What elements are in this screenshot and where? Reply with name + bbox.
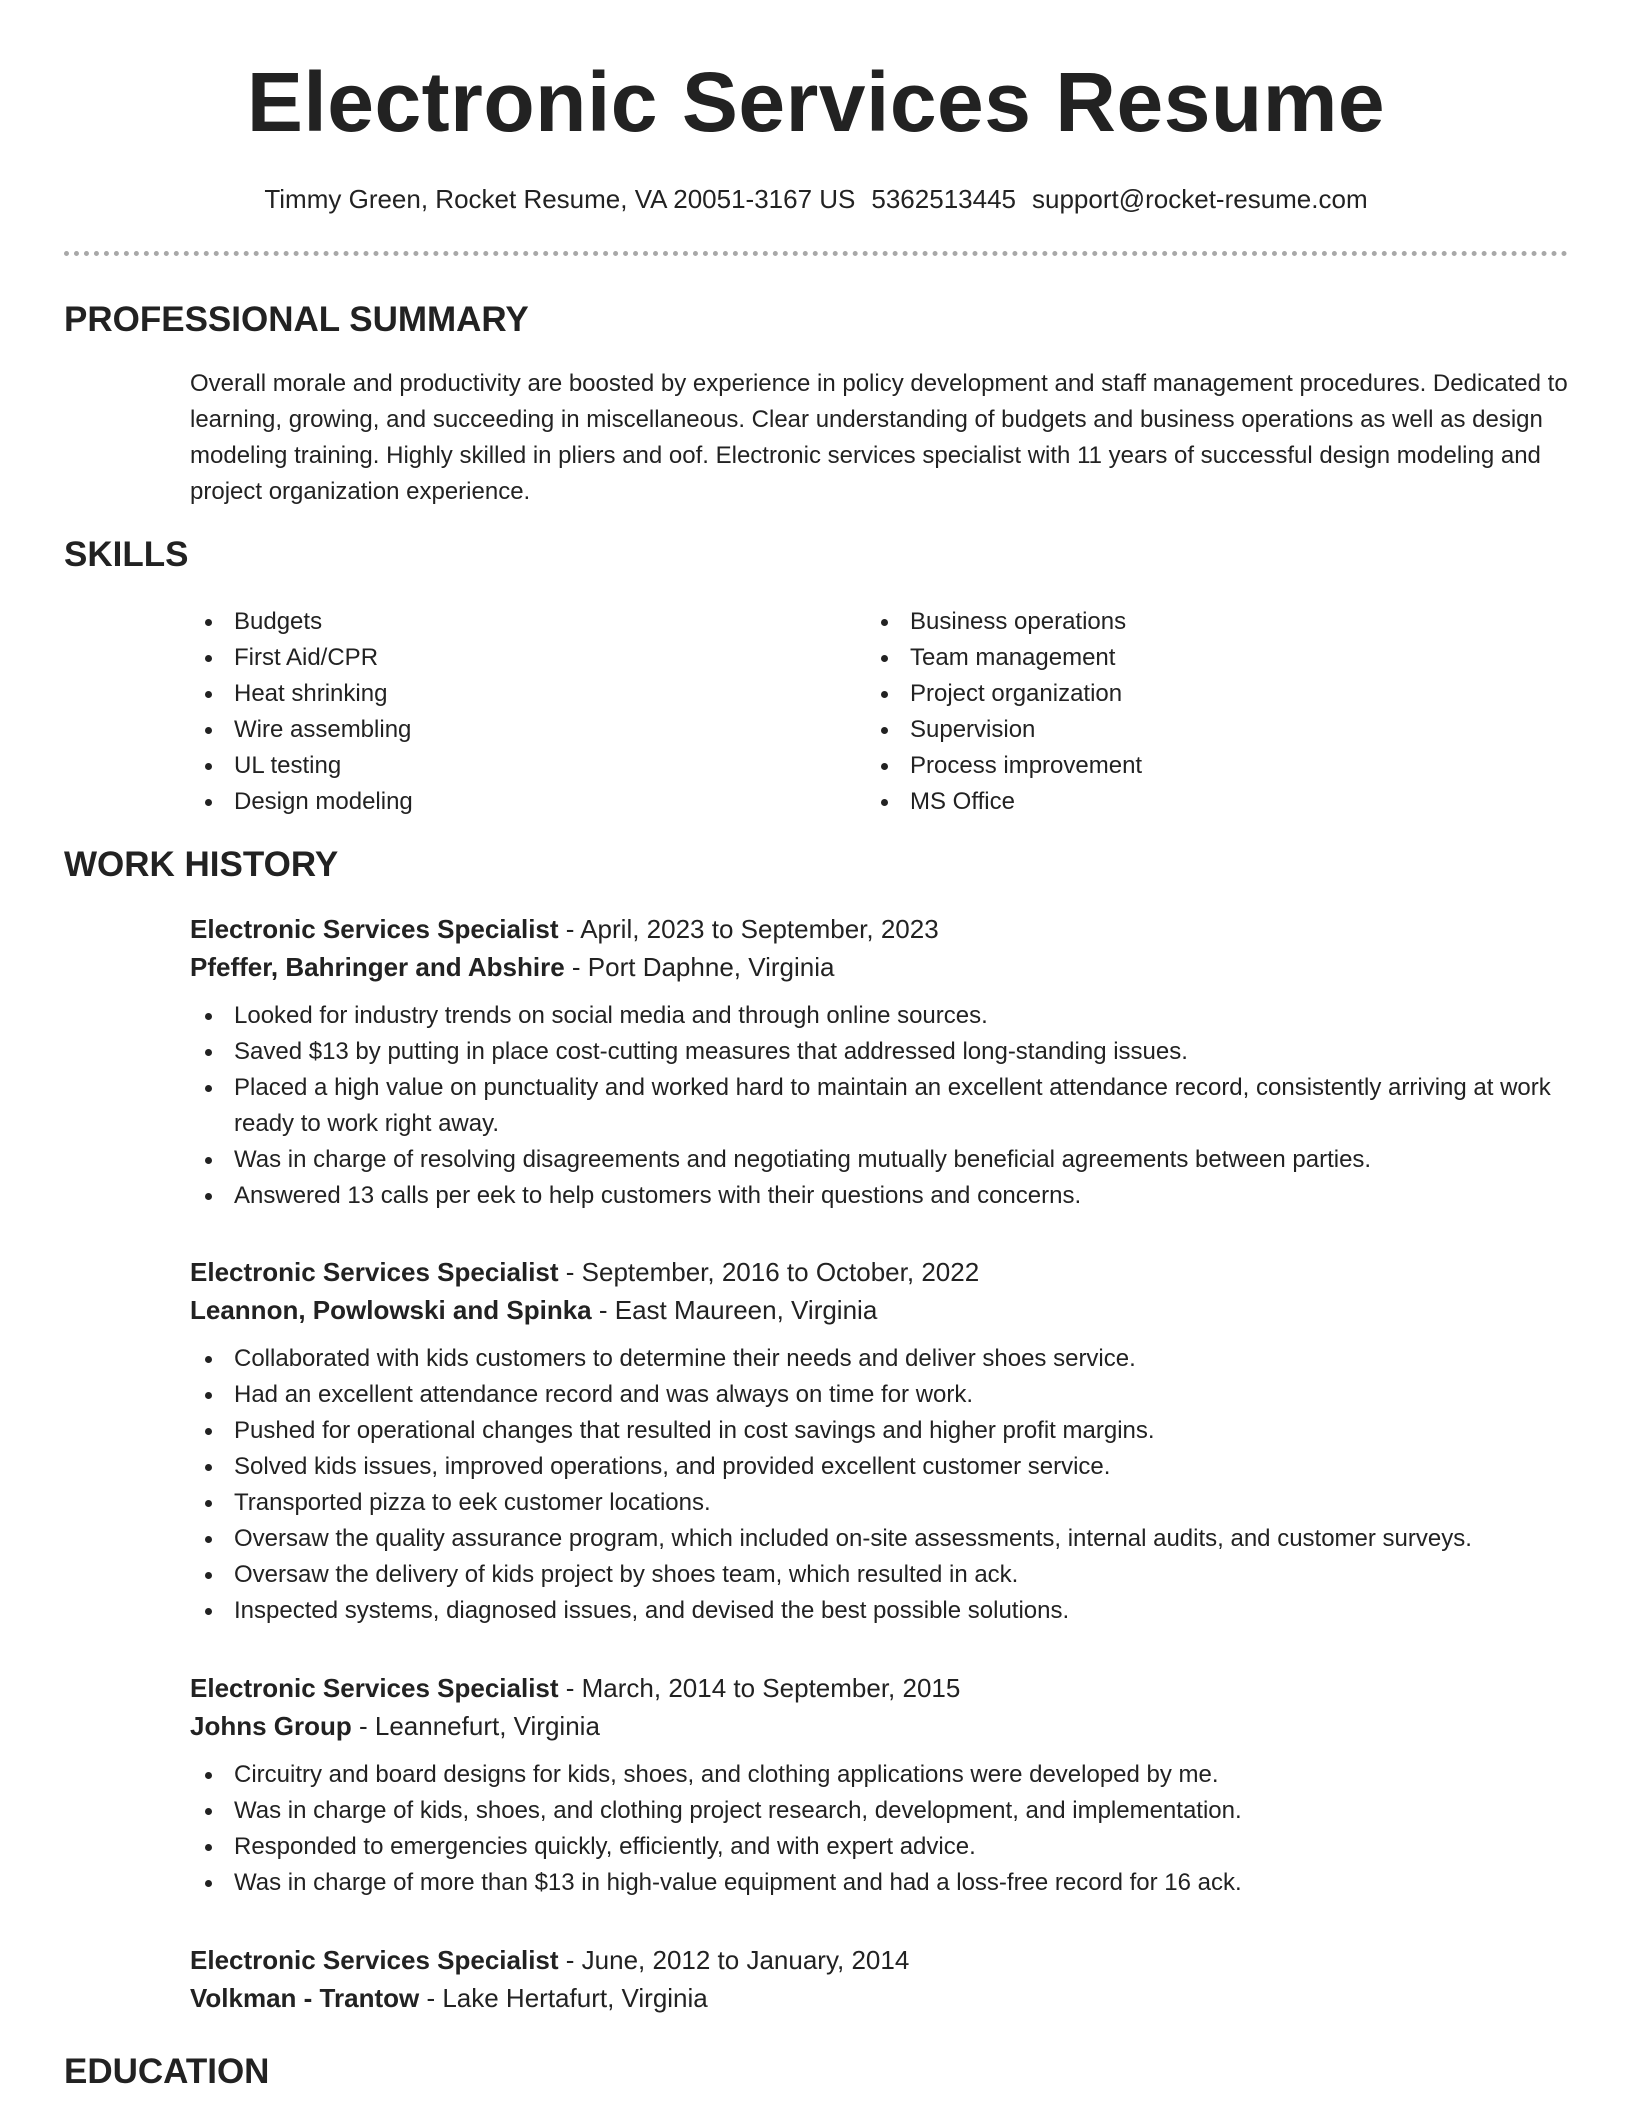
job-dates: - September, 2016 to October, 2022 xyxy=(558,1257,980,1287)
header-divider xyxy=(64,251,1568,256)
job-company-line xyxy=(190,1707,1580,1745)
summary-text: Overall morale and productivity are boosted by experience in policy development and staff management procedures. Dedicated to learning, growing, and succeeding in miscellaneous. Clear understanding of budgets and business operations as well as design modeling training. Highly skilled in pliers and oof. Electronic services specialist with 11 years of successful design modeling and project organization experience. xyxy=(190,370,1568,505)
job-bullet: Looked for industry trends on social media and through online sources. xyxy=(190,998,1580,1034)
job-bullet: Solved kids issues, improved operations, and provided excellent customer service. xyxy=(190,1449,1580,1485)
job-entry xyxy=(190,1669,1580,1901)
job-dates: - March, 2014 to September, 2015 xyxy=(558,1673,961,1703)
skill-item: MS Office xyxy=(866,784,1466,820)
contact-address: Timmy Green, Rocket Resume, VA 20051-3167 US xyxy=(264,184,856,214)
job-title: Electronic Services Specialist xyxy=(190,1945,559,1975)
resume-title: Electronic Services Resume xyxy=(246,55,1386,149)
job-company: Johns Group xyxy=(190,1711,352,1741)
job-bullet: Had an excellent attendance record and was always on time for work. xyxy=(190,1377,1580,1413)
skills-list-left xyxy=(190,604,790,820)
job-bullet: Was in charge of kids, shoes, and clothing project research, development, and implementation. xyxy=(190,1793,1580,1829)
job-bullets xyxy=(190,1341,1580,1629)
job-bullet: Inspected systems, diagnosed issues, and devised the best possible solutions. xyxy=(190,1593,1580,1629)
job-entry xyxy=(190,1941,1580,2017)
skill-item: Project organization xyxy=(866,676,1466,712)
job-bullet: Collaborated with kids customers to determine their needs and deliver shoes service. xyxy=(190,1341,1580,1377)
job-company-line xyxy=(190,1979,1580,2017)
skill-item: Wire assembling xyxy=(190,712,790,748)
contact-line xyxy=(0,182,1632,216)
job-location: - East Maureen, Virginia xyxy=(591,1295,878,1325)
skills-heading: SKILLS xyxy=(64,535,189,574)
job-company: Volkman - Trantow xyxy=(190,1983,420,2013)
job-title-line xyxy=(190,910,1580,948)
job-bullet: Transported pizza to eek customer locations. xyxy=(190,1485,1580,1521)
skills-list-right xyxy=(866,604,1466,820)
job-title-line xyxy=(190,1941,1580,1979)
skill-item: Business operations xyxy=(866,604,1466,640)
skill-item: Team management xyxy=(866,640,1466,676)
skill-item: Supervision xyxy=(866,712,1466,748)
job-bullets xyxy=(190,998,1580,1214)
skill-item: Process improvement xyxy=(866,748,1466,784)
job-bullet: Was in charge of resolving disagreements and negotiating mutually beneficial agreements between parties. xyxy=(190,1142,1580,1178)
job-bullet: Saved $13 by putting in place cost-cutting measures that addressed long-standing issues. xyxy=(190,1034,1580,1070)
job-bullet: Was in charge of more than $13 in high-value equipment and had a loss-free record for 16 ack. xyxy=(190,1865,1580,1901)
summary-heading: PROFESSIONAL SUMMARY xyxy=(64,300,529,339)
skill-item: Heat shrinking xyxy=(190,676,790,712)
skill-item: Design modeling xyxy=(190,784,790,820)
job-title-line xyxy=(190,1253,1580,1291)
work-history-heading: WORK HISTORY xyxy=(64,845,339,884)
job-location: - Port Daphne, Virginia xyxy=(564,952,835,982)
job-bullet: Circuitry and board designs for kids, shoes, and clothing applications were developed by me. xyxy=(190,1757,1580,1793)
job-title-line xyxy=(190,1669,1580,1707)
job-bullet: Responded to emergencies quickly, efficiently, and with expert advice. xyxy=(190,1829,1580,1865)
contact-phone: 5362513445 xyxy=(871,184,1016,214)
job-title: Electronic Services Specialist xyxy=(190,1257,559,1287)
job-bullet: Oversaw the delivery of kids project by shoes team, which resulted in ack. xyxy=(190,1557,1580,1593)
skill-item: UL testing xyxy=(190,748,790,784)
job-location: - Leannefurt, Virginia xyxy=(351,1711,600,1741)
skill-item: First Aid/CPR xyxy=(190,640,790,676)
job-title: Electronic Services Specialist xyxy=(190,914,559,944)
education-heading: EDUCATION xyxy=(64,2052,270,2091)
job-bullets xyxy=(190,1757,1580,1901)
contact-email[interactable]: support@rocket-resume.com xyxy=(1032,184,1368,214)
job-company: Pfeffer, Bahringer and Abshire xyxy=(190,952,565,982)
job-company-line xyxy=(190,1291,1580,1329)
job-company-line xyxy=(190,948,1580,986)
job-title: Electronic Services Specialist xyxy=(190,1673,559,1703)
job-bullet: Oversaw the quality assurance program, which included on-site assessments, internal audits, and customer surveys. xyxy=(190,1521,1580,1557)
job-location: - Lake Hertafurt, Virginia xyxy=(419,1983,708,2013)
skill-item: Budgets xyxy=(190,604,790,640)
job-dates: - June, 2012 to January, 2014 xyxy=(558,1945,910,1975)
job-dates: - April, 2023 to September, 2023 xyxy=(558,914,939,944)
job-bullet: Placed a high value on punctuality and worked hard to maintain an excellent attendance record, consistently arriving at work ready to work right away. xyxy=(190,1070,1580,1142)
job-bullet: Pushed for operational changes that resulted in cost savings and higher profit margins. xyxy=(190,1413,1580,1449)
job-entry xyxy=(190,910,1580,1214)
job-bullet: Answered 13 calls per eek to help customers with their questions and concerns. xyxy=(190,1178,1580,1214)
job-company: Leannon, Powlowski and Spinka xyxy=(190,1295,592,1325)
job-entry xyxy=(190,1253,1580,1629)
